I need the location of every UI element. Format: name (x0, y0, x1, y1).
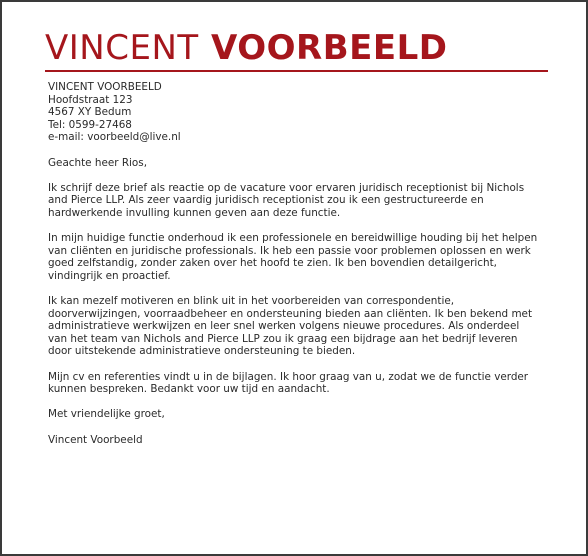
sender-phone: Tel: 0599-27468 (48, 118, 132, 131)
paragraph-1: Ik schrijf deze brief als reactie op de vacature voor ervaren juridisch receptionist bij Nichols and Pierce LLP. Als zeer vaardig juridisch receptionist zou ik een gestructureerde en hardwerkende invulling kunnen geven aan deze functie. (48, 181, 525, 219)
sender-street: Hoofdstraat 123 (48, 93, 133, 106)
paragraph-2: In mijn huidige functie onderhoud ik een professionele en bereidwillige houding bij het helpen van cliënten en juridische professionals. Ik heb een passie voor problemen oplossen en werk goed zelfstandig, zonder zaken over het hoofd te zien. Ik ben bovendien detailgericht, vindingrijk en proactief. (48, 232, 538, 282)
header-divider (45, 70, 548, 72)
letter-header (45, 28, 548, 68)
paragraph-3: Ik kan mezelf motiveren en blink uit in het voorbereiden van correspondentie, doorverwijzingen, voorraadbeheer en ondersteuning bieden aan cliënten. Ik ben bekend met administratieve werkwijzen en leer snel werken volgens nieuwe procedures. Als onderdeel van het team van Nichols and Pierce LLP zou ik graag een bijdrage aan het bedrijf leveren door uitstekende administratieve ondersteuning te bieden. (48, 295, 533, 358)
sender-city: 4567 XY Bedum (48, 106, 132, 119)
closing: Met vriendelijke groet, (48, 408, 165, 421)
sender-name: VINCENT VOORBEELD (48, 81, 162, 93)
salutation: Geachte heer Rios, (48, 156, 148, 169)
paragraph-4: Mijn cv en referenties vindt u in de bijlagen. Ik hoor graag van u, zodat we de functie verder kunnen bespreken. Bedankt voor uw tijd en aandacht. (48, 370, 529, 396)
signature: Vincent Voorbeeld (48, 433, 143, 446)
title-last-name: VOORBEELD (211, 28, 448, 68)
title-first-name: VINCENT (45, 28, 199, 68)
page-title (45, 28, 548, 68)
letter-body (48, 81, 538, 459)
sender-address (48, 81, 538, 144)
sender-email: e-mail: voorbeeld@live.nl (48, 131, 181, 144)
